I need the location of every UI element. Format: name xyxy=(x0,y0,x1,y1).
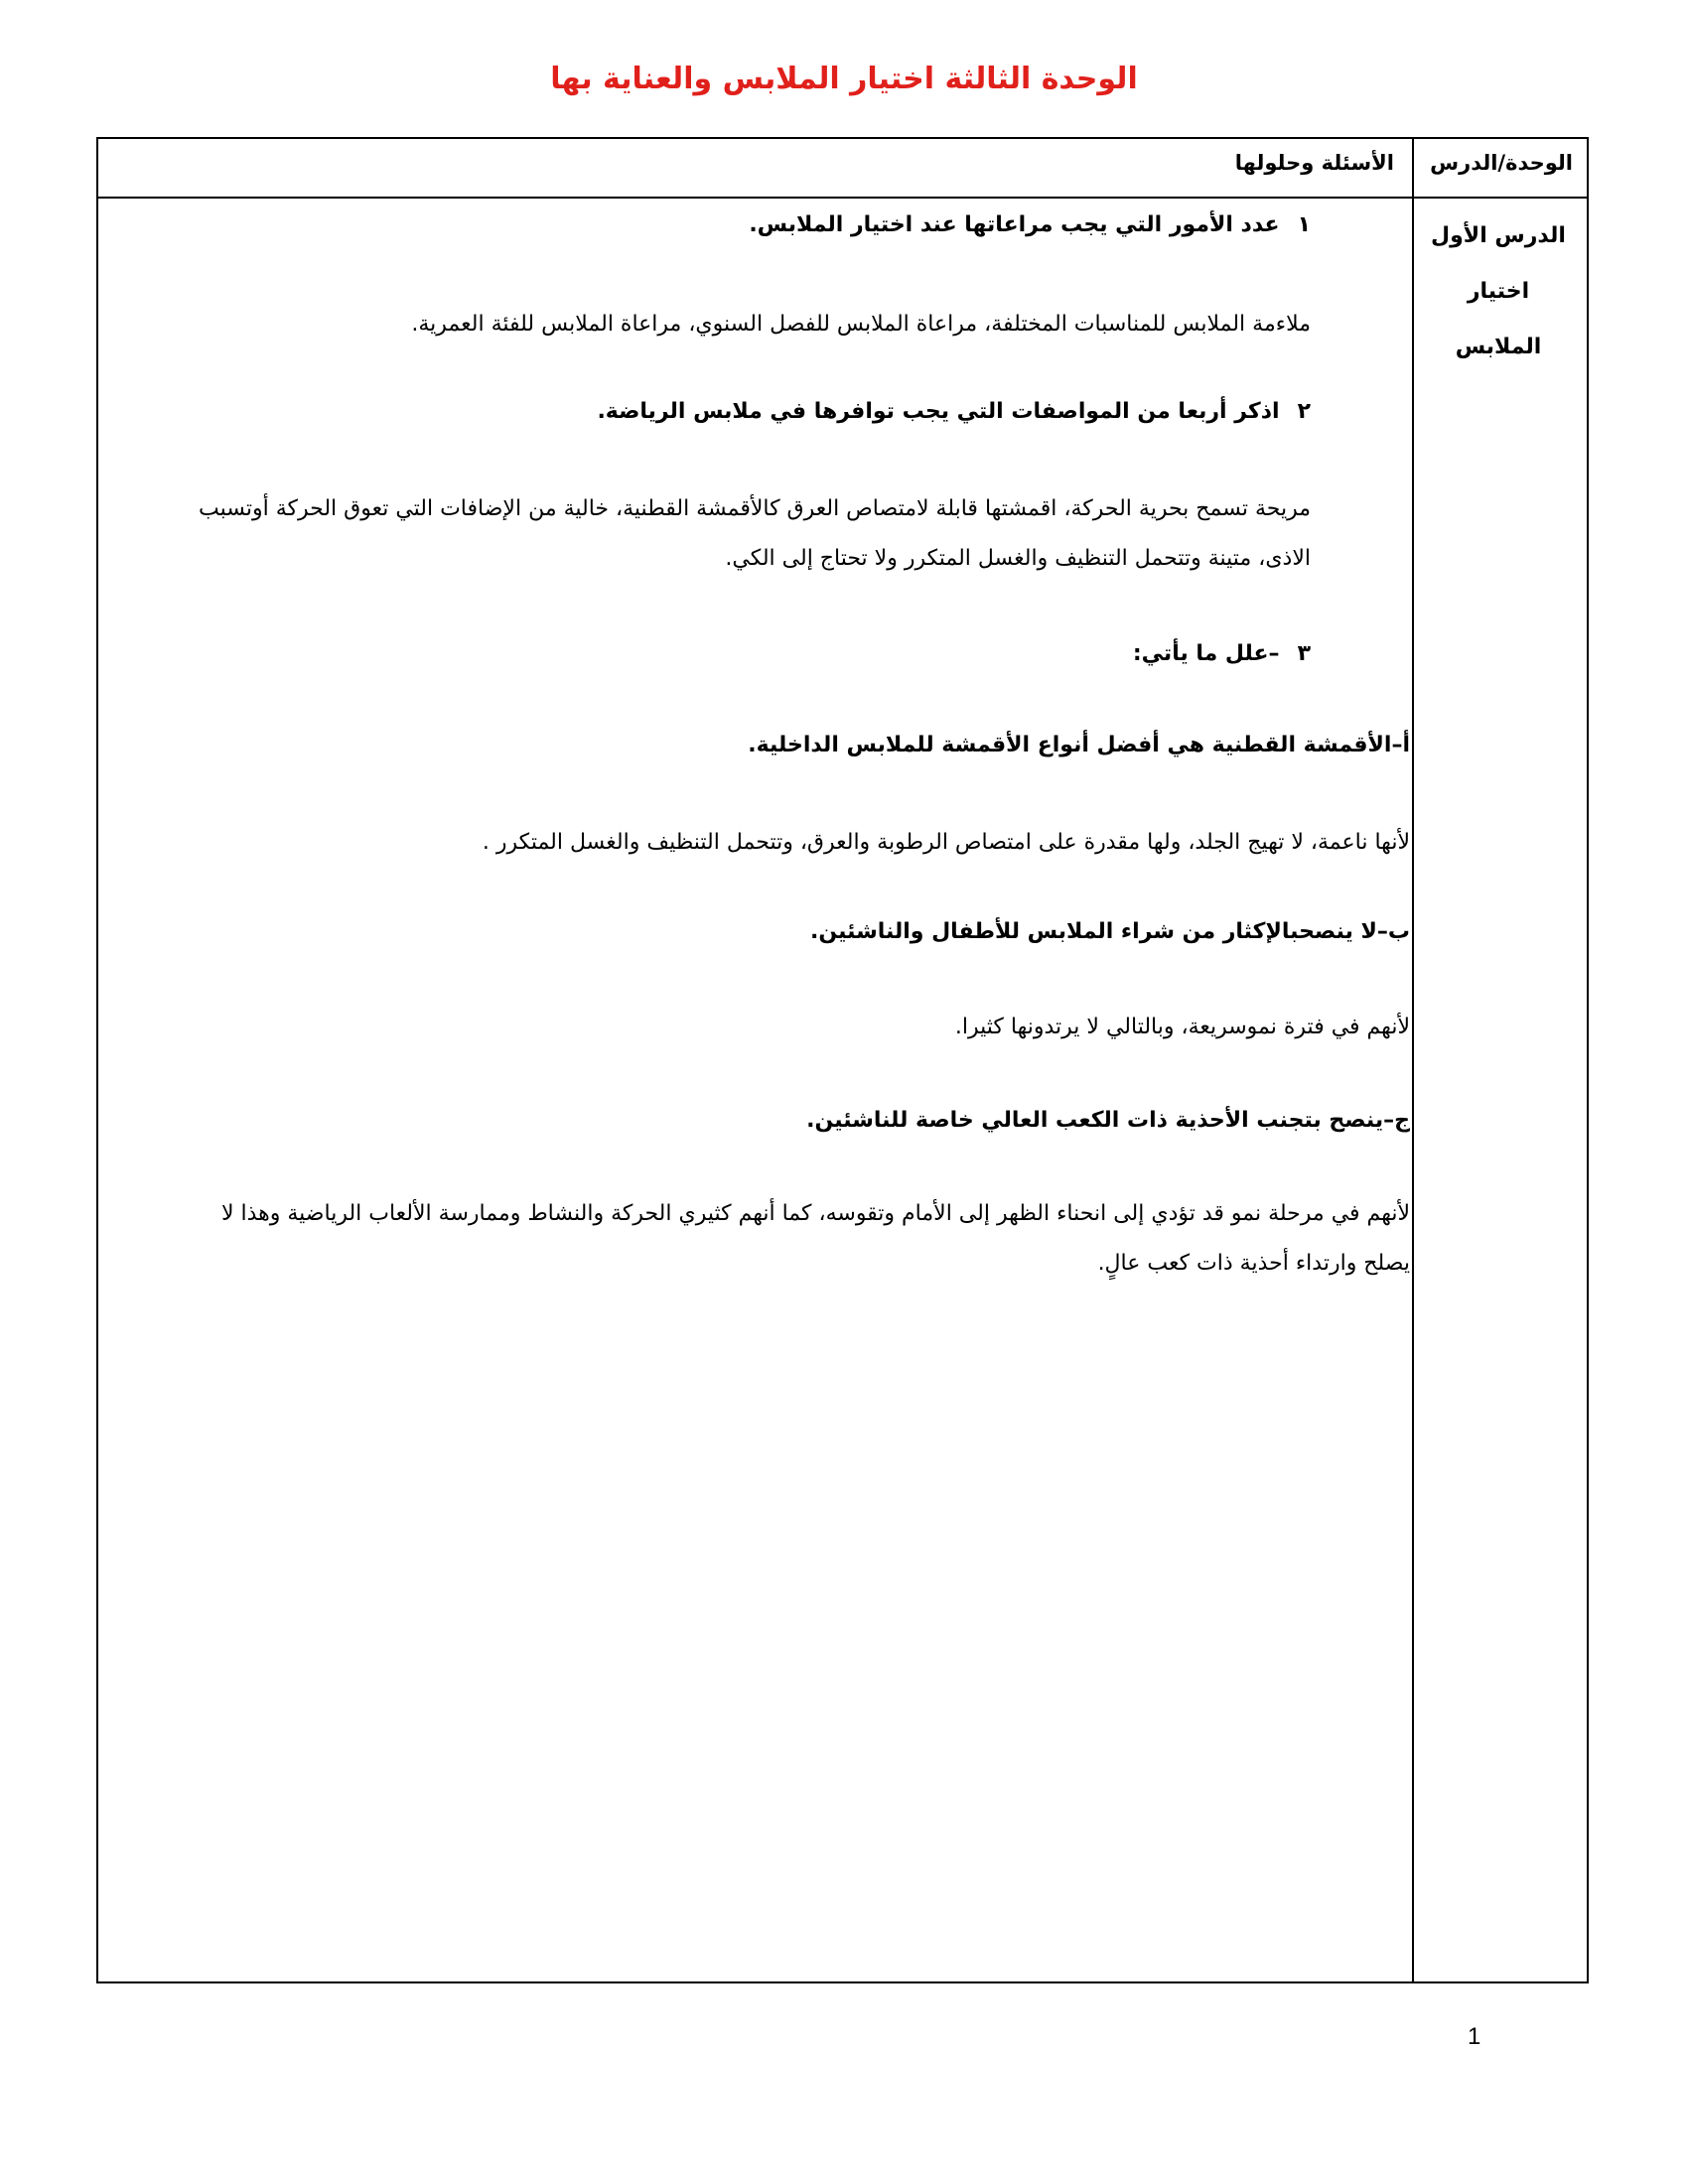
page-number: 1 xyxy=(1468,2023,1481,2050)
header-questions-answers: الأسئلة وحلولها xyxy=(1234,151,1394,175)
question-1 xyxy=(218,212,1311,237)
answer-2: مريحة تسمح بحرية الحركة، اقمشتها قابلة لامتصاص العرق كالأقمشة القطنية، خالية من الإضافات التي تعوق الحركة أوتسبب الاذى، متينة وتتحمل التنظيف والغسل المتكرر ولا تحتاج إلى الكي. xyxy=(199,496,1311,571)
sub-question-b: ب–لا ينصحبالإكثار من شراء الملابس للأطفال والناشئين. xyxy=(809,919,1410,944)
question-text: –علل ما يأتي: xyxy=(1132,641,1280,666)
question-2 xyxy=(218,399,1311,424)
header-unit-lesson: الوحدة/الدرس xyxy=(1430,151,1573,175)
question-number: ٢ xyxy=(1297,399,1311,424)
answer-b: لأنهم في فترة نموسريعة، وبالتالي لا يرتدونها كثيرا. xyxy=(954,1015,1410,1039)
lesson-line: اختيار xyxy=(1467,279,1530,304)
question-text: عدد الأمور التي يجب مراعاتها عند اختيار الملابس. xyxy=(749,212,1280,237)
question-text: اذكر أربعا من المواصفات التي يجب توافرها في ملابس الرياضة. xyxy=(597,399,1280,424)
question-number: ٣ xyxy=(1297,641,1311,666)
sub-question-a: أ–الأقمشة القطنية هي أفضل أنواع الأقمشة للملابس الداخلية. xyxy=(748,733,1410,757)
question-number: ١ xyxy=(1297,212,1311,237)
lesson-line: الدرس الأول xyxy=(1431,223,1566,248)
answer-c: لأنهم في مرحلة نمو قد تؤدي إلى انحناء الظهر إلى الأمام وتقوسه، كما أنهم كثيري الحركة والنشاط وممارسة الألعاب الرياضية وهذا لا يصلح وارتداء أحذية ذات كعب عالٍ. xyxy=(220,1201,1410,1276)
question-3 xyxy=(218,641,1311,666)
sub-question-c: ج–ينصح بتجنب الأحذية ذات الكعب العالي خاصة للناشئين. xyxy=(806,1108,1410,1133)
lesson-line: الملابس xyxy=(1455,335,1542,359)
answer-a: لأنها ناعمة، لا تهيج الجلد، ولها مقدرة على امتصاص الرطوبة والعرق، وتتحمل التنظيف والغسل المتكرر . xyxy=(482,830,1410,855)
qa-content xyxy=(98,139,1591,1981)
qa-table xyxy=(96,137,1589,1983)
page-title: الوحدة الثالثة اختيار الملابس والعناية بها xyxy=(550,62,1138,96)
answer-1: ملاءمة الملابس للمناسبات المختلفة، مراعاة الملابس للفصل السنوي، مراعاة الملابس للفئة العمرية. xyxy=(411,312,1311,337)
